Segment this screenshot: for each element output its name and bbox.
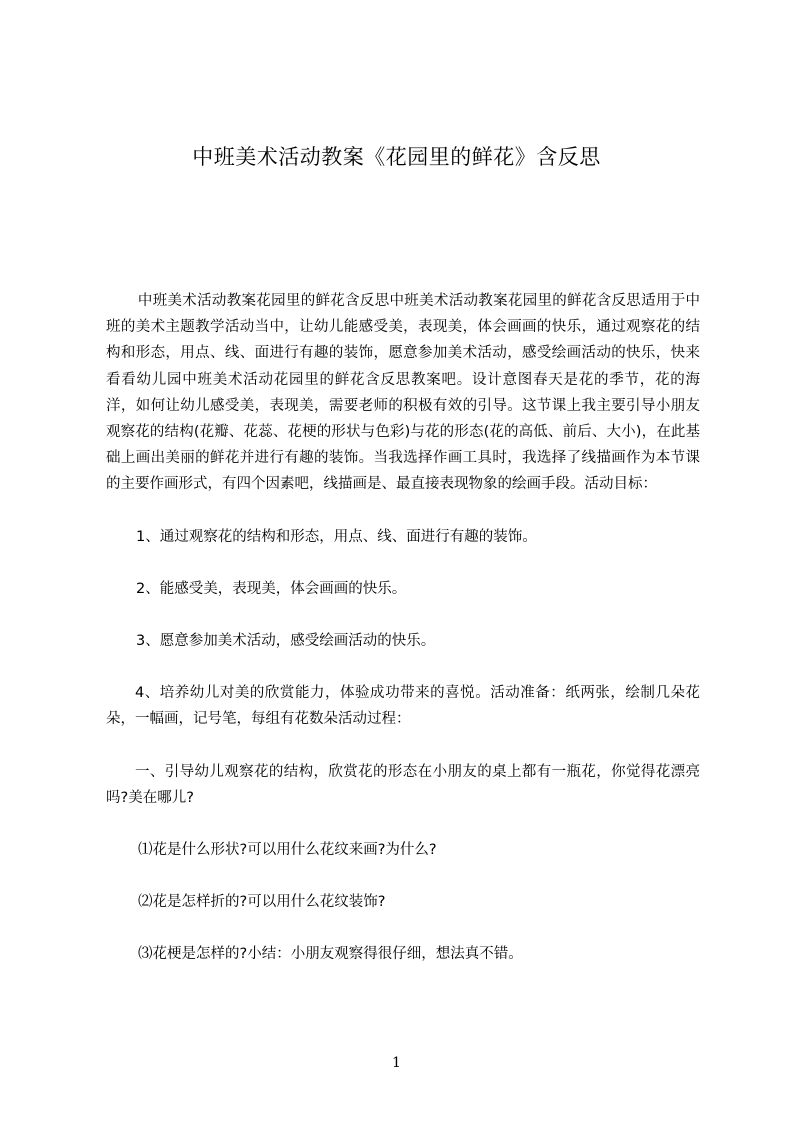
page-number: 1 — [392, 1055, 401, 1071]
paragraph-gap — [106, 915, 700, 941]
intro-paragraph: 中班美术活动教案花园里的鲜花含反思中班美术活动教案花园里的鲜花含反思适用于中班的美术主题教学活动当中，让幼儿能感受美，表现美，体会画画的快乐，通过观察花的结构和形态，用点、线、面进行有趣的装饰，愿意参加美术活动，感受绘画活动的快乐，快来看看幼儿园中班美术活动花园里的鲜花含反思教案吧。设计意图春天是花的季节，花的海洋，如何让幼儿感受美，表现美，需要老师的积极有效的引导。这节课上我主要引导小朋友观察花的结构(花瓣、花蕊、花梗的形状与色彩)与花的形态(花的高低、前后、大小)，在此基础上画出美丽的鲜花并进行有趣的装饰。当我选择作画工具时，我选择了线描画作为本节课的主要作画形式，有四个因素吧，线描画是、最直接表现物象的绘画手段。活动目标： — [106, 293, 700, 493]
goal-item-4: 4、培养幼儿对美的欣赏能力，体验成功带来的喜悦。活动准备：纸两张，绘制几朵花朵，一幅画，记号笔，每组有花数朵活动过程： — [106, 685, 700, 728]
paragraph-gap — [106, 498, 700, 524]
process-step-1: 一、引导幼儿观察花的结构，欣赏花的形态在小朋友的桌上都有一瓶花，你觉得花漂亮吗?美在哪儿? — [106, 763, 700, 806]
paragraph-gap — [106, 811, 700, 837]
goal-item-1: 1、通过观察花的结构和形态，用点、线、面进行有趣的装饰。 — [136, 528, 537, 545]
question-1: ⑴花是什么形状?可以用什么花纹来画?为什么? — [138, 842, 437, 859]
goal-item-2: 2、能感受美，表现美，体会画画的快乐。 — [136, 580, 407, 597]
paragraph-gap — [106, 550, 700, 576]
goal-item-3: 3、愿意参加美术活动，感受绘画活动的快乐。 — [136, 633, 436, 650]
paragraph-gap — [106, 654, 700, 680]
question-3: ⑶花梗是怎样的?小结：小朋友观察得很仔细，想法真不错。 — [138, 946, 523, 963]
paragraph-gap — [106, 602, 700, 628]
paragraph-gap — [106, 733, 700, 759]
document-body — [106, 288, 700, 968]
document-title: 中班美术活动教案《花园里的鲜花》含反思 — [192, 145, 601, 169]
paragraph-gap — [106, 863, 700, 889]
question-2: ⑵花是怎样折的?可以用什么花纹装饰? — [138, 894, 386, 911]
